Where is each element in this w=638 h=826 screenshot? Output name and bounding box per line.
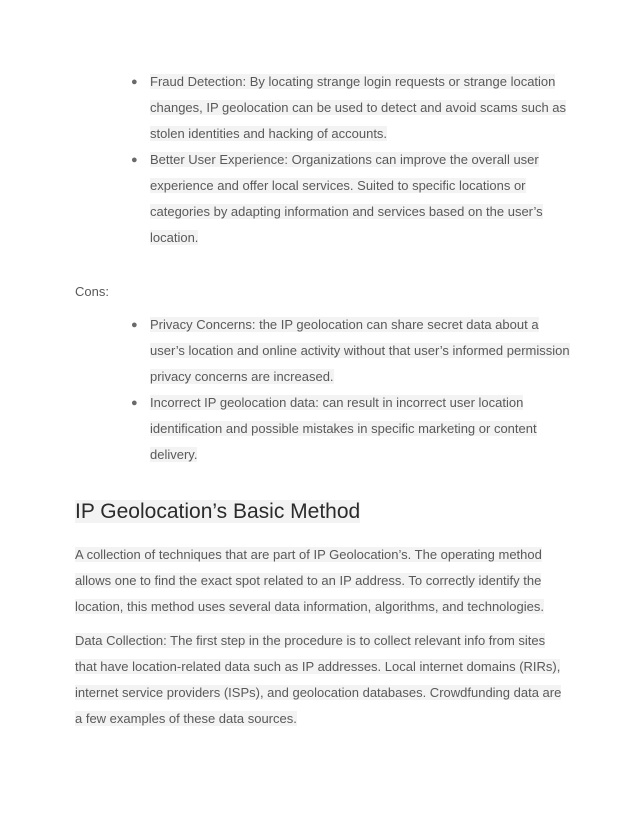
bullet-text: Fraud Detection: By locating strange login requests or strange location changes, IP geolocation can be used to detect and avoid scams such as stolen identities and hacking of accounts. bbox=[150, 74, 567, 141]
paragraph-text: A collection of techniques that are part of IP Geolocation’s. The operating method allows one to find the exact spot related to an IP address. To correctly identify the location, this method uses several data information, algorithms, and technologies. bbox=[75, 547, 544, 614]
bullet-dot-icon: ● bbox=[131, 76, 138, 88]
paragraph-text: Data Collection: The first step in the procedure is to collect relevant info from sites that have location-related data such as IP addresses. Local internet domains (RIRs), internet service providers (ISPs), and geolocation databases. Crowdfunding data are a few examples of these data sources. bbox=[75, 633, 562, 726]
section-heading bbox=[75, 497, 360, 527]
bullet-text: Privacy Concerns: the IP geolocation can share secret data about a user’s location and online activity without that user’s informed permission privacy concerns are increased. bbox=[150, 317, 570, 384]
bullet-item-better-user-experience bbox=[131, 147, 571, 251]
cons-bullet-list bbox=[131, 312, 571, 468]
cons-label: Cons: bbox=[75, 284, 109, 299]
pros-bullet-list bbox=[131, 69, 571, 251]
bullet-dot-icon: ● bbox=[131, 154, 138, 166]
bullet-text: Incorrect IP geolocation data: can result in incorrect user location identification and possible mistakes in specific marketing or content delivery. bbox=[150, 395, 537, 462]
bullet-text: Better User Experience: Organizations can improve the overall user experience and offer local services. Suited to specific locations or categories by adapting information and services based on the user’s location. bbox=[150, 152, 543, 245]
bullet-dot-icon: ● bbox=[131, 319, 138, 331]
paragraph-method-intro bbox=[75, 542, 570, 620]
paragraph-data-collection bbox=[75, 628, 570, 732]
section-heading-text: IP Geolocation’s Basic Method bbox=[75, 500, 361, 523]
bullet-item-incorrect-data bbox=[131, 390, 571, 468]
bullet-dot-icon: ● bbox=[131, 397, 138, 409]
bullet-item-privacy-concerns bbox=[131, 312, 571, 390]
bullet-item-fraud-detection bbox=[131, 69, 571, 147]
